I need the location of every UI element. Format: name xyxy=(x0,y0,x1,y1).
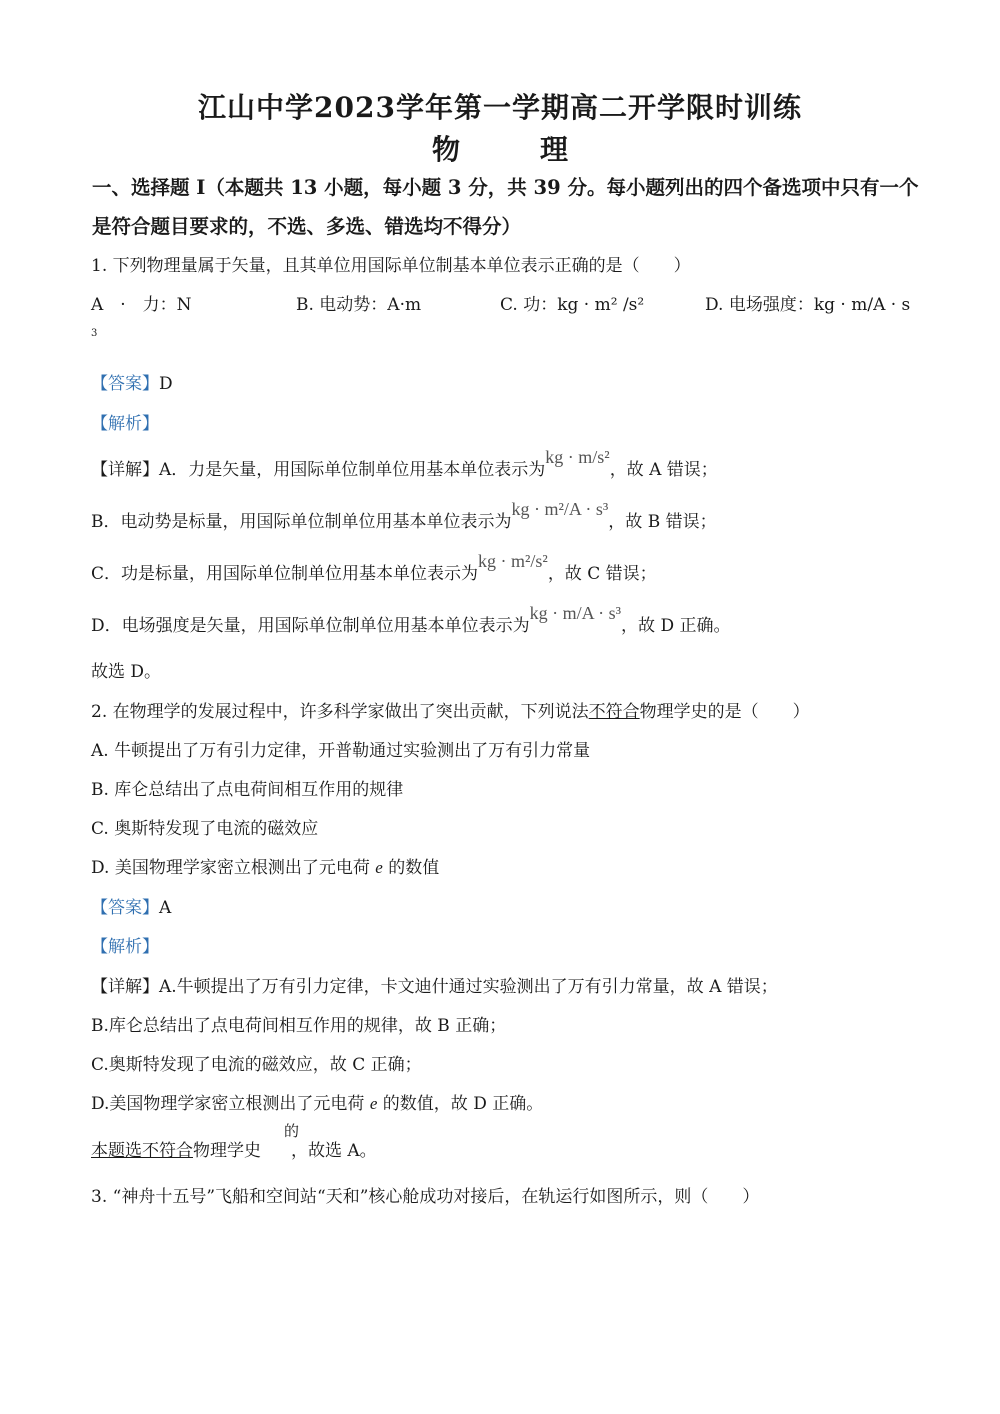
q1-detail-d-text: D．电场强度是矢量，用国际单位制单位用基本单位表示为 xyxy=(91,616,530,636)
q2-answer-row xyxy=(91,893,171,918)
q2-analysis-tag: 【解析】 xyxy=(91,937,159,957)
q1-option-d-exponent: 3 xyxy=(91,328,98,339)
q2-detail-d-end: 的数值，故 D 正确。 xyxy=(382,1094,544,1114)
q2-option-d xyxy=(91,853,439,878)
q1-detail-a-text: A．力是矢量，用国际单位制单位用基本单位表示为 xyxy=(159,460,546,480)
q2-option-d-text: D. 美国物理学家密立根测出了元电荷 xyxy=(91,858,370,878)
q1-detail-b-end: ，故 B 错误； xyxy=(608,512,717,532)
q1-detail-b-text: B．电动势是标量，用国际单位制单位用基本单位表示为 xyxy=(91,512,512,532)
q2-final-mid: 物理学史 xyxy=(193,1141,261,1161)
page-title: 江山中学2023学年第一学期高二开学限时训练 xyxy=(198,91,802,124)
detail-tag: 【详解】 xyxy=(91,460,159,480)
q1-option-d: D. 电场强度：kg · m/A · s xyxy=(705,295,911,315)
q1-formula-b: kg · m²/A · s³ xyxy=(511,499,609,519)
q2-option-d-end: 的数值 xyxy=(388,858,440,878)
q1-option-a: A · 力：N xyxy=(91,295,192,315)
q1-conclusion: 故选 D。 xyxy=(91,662,162,682)
q1-formula-c: kg · m²/s² xyxy=(478,551,548,571)
q1-option-c: C. 功：kg · m² /s² xyxy=(500,295,645,315)
q1-analysis-tag: 【解析】 xyxy=(91,414,159,434)
q2-detail-d xyxy=(91,1089,543,1114)
section-header-line1: 一、选择题 I（本题共 13 小题，每小题 3 分，共 39 分。每小题列出的四个备选项中只有一个 xyxy=(92,176,919,199)
q2-stem-underlined: 不符合 xyxy=(588,702,640,722)
q1-answer-row xyxy=(91,369,173,394)
q3-stem: 3. “神舟十五号”飞船和空间站“天和”核心舱成功对接后，在轨运行如图所示，则（ ） xyxy=(91,1187,760,1207)
q2-final-de: 的 xyxy=(284,1122,300,1140)
q2-final-end: ，故选 A。 xyxy=(291,1141,377,1161)
q1-detail-c xyxy=(91,551,657,584)
q2-detail-b: B.库仑总结出了点电荷间相互作用的规律，故 B 正确； xyxy=(91,1016,507,1036)
q2-detail-c: C.奥斯特发现了电流的磁效应，故 C 正确； xyxy=(91,1055,422,1075)
subject-title: 物 理 xyxy=(431,133,594,166)
q1-formula-d: kg · m/A · s³ xyxy=(529,603,622,623)
q2-option-b: B. 库仑总结出了点电荷间相互作用的规律 xyxy=(91,780,404,800)
q2-final xyxy=(91,1136,377,1161)
q2-option-d-symbol: e xyxy=(375,858,383,877)
q2-final-underlined: 本题选不符合 xyxy=(91,1141,193,1161)
q1-detail-a xyxy=(91,447,718,480)
q2-detail-a-text: A.牛顿提出了万有引力定律，卡文迪什通过实验测出了万有引力常量，故 A 错误； xyxy=(159,977,778,997)
q2-option-c: C. 奥斯特发现了电流的磁效应 xyxy=(91,819,319,839)
q2-option-a: A. 牛顿提出了万有引力定律，开普勒通过实验测出了万有引力常量 xyxy=(91,741,591,761)
q1-detail-b xyxy=(91,499,717,532)
q2-detail-d-symbol: e xyxy=(369,1094,378,1113)
answer-tag: 【答案】 xyxy=(91,374,159,394)
answer-tag: 【答案】 xyxy=(91,898,159,918)
detail-tag: 【详解】 xyxy=(91,977,159,997)
q1-option-b: B. 电动势：A·m xyxy=(296,295,422,315)
q2-stem-end: 物理学史的是（ ） xyxy=(639,702,810,722)
q2-stem-text: 2. 在物理学的发展过程中，许多科学家做出了突出贡献，下列说法 xyxy=(91,702,589,722)
q1-detail-a-end: ，故 A 错误； xyxy=(609,460,718,480)
q1-stem: 1. 下列物理量属于矢量，且其单位用国际单位制基本单位表示正确的是（ ） xyxy=(91,256,691,276)
q1-detail-c-text: C．功是标量，用国际单位制单位用基本单位表示为 xyxy=(91,564,479,584)
q1-formula-a: kg · m/s² xyxy=(545,447,610,467)
q2-detail-a xyxy=(91,972,778,997)
q2-stem xyxy=(91,697,810,722)
q1-answer: D xyxy=(159,374,173,394)
q1-detail-d xyxy=(91,603,731,636)
q1-detail-d-end: ，故 D 正确。 xyxy=(621,616,731,636)
q2-detail-d-text: D.美国物理学家密立根测出了元电荷 xyxy=(91,1094,365,1114)
section-header-line2: 是符合题目要求的，不选、多选、错选均不得分） xyxy=(92,215,522,238)
q2-answer: A xyxy=(159,898,172,918)
q1-detail-c-end: ，故 C 错误； xyxy=(547,564,657,584)
